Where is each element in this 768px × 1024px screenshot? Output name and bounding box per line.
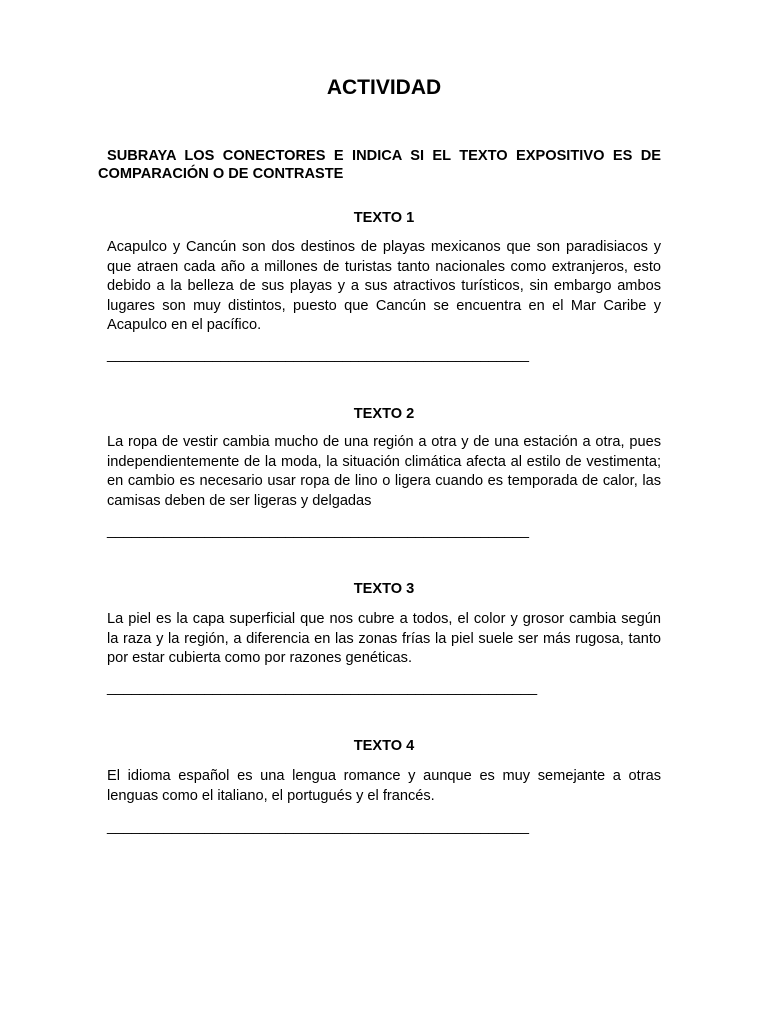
instruction-text: SUBRAYA LOS CONECTORES E INDICA SI EL TEXTO EXPOSITIVO ES DE COMPARACIÓN O DE CONTRASTE <box>98 148 661 182</box>
section-heading-texto-4: TEXTO 4 <box>353 738 415 754</box>
section-paragraph-texto-3: La piel es la capa superficial que nos cubre a todos, el color y grosor cambia según la raza y la región, a diferencia en las zonas frías la piel suele ser más rugosa, tanto por estar cubierta como por razones genéticas. <box>107 611 661 666</box>
answer-line-texto-3: _____________________________________________________ <box>107 680 538 696</box>
section-paragraph-texto-4: El idioma español es una lengua romance y aunque es muy semejante a otras lenguas como el italiano, el portugués y el francés. <box>107 768 661 804</box>
section-paragraph-texto-1: Acapulco y Cancún son dos destinos de playas mexicanos que son paradisiacos y que atraen cada año a millones de turistas tanto nacionales como extranjeros, esto debido a la belleza de sus playas y a sus atractivos turísticos, sin embargo ambos lugares son muy distintos, puesto que Cancún se encuentra en el Mar Caribe y Acapulco en el pacífico. <box>107 239 661 333</box>
section-heading-texto-2: TEXTO 2 <box>353 406 415 422</box>
section-heading-texto-1: TEXTO 1 <box>353 210 415 226</box>
answer-line-texto-4: ____________________________________________________ <box>107 819 530 835</box>
section-heading-texto-3: TEXTO 3 <box>353 581 415 597</box>
page-title: ACTIVIDAD <box>326 76 442 99</box>
answer-line-texto-2: ____________________________________________________ <box>107 523 530 539</box>
section-paragraph-texto-2: La ropa de vestir cambia mucho de una región a otra y de una estación a otra, pues independientemente de la moda, la situación climática afecta al estilo de vestimenta; en cambio es necesario usar ropa de lino o ligera cuando es temporada de calor, las camisas deben de ser ligeras y delgadas <box>107 434 661 509</box>
answer-line-texto-1: ____________________________________________________ <box>107 347 530 363</box>
